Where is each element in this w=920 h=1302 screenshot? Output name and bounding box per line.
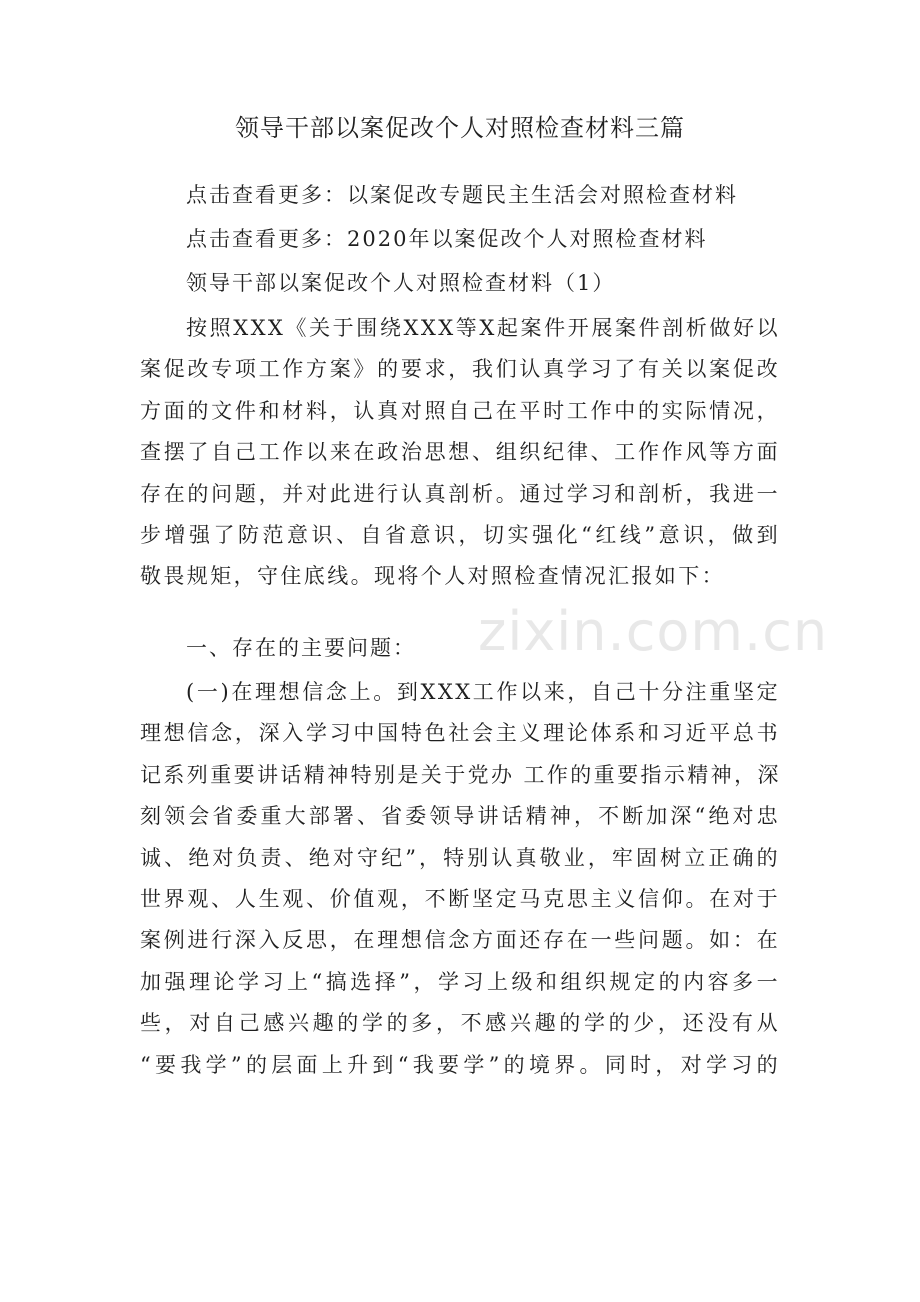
more-link-1-text[interactable]: 点击查看更多：以案促改专题民主生活会对照检查材料 bbox=[186, 183, 738, 207]
paragraph-1-line: 方面的文件和材料，认真对照自己在平时工作中的实际情况， bbox=[140, 398, 780, 423]
paragraph-2-line: 刻领会省委重大部署、省委领导讲话精神，不断加深“绝对忠 bbox=[140, 804, 780, 829]
paragraph-1-line: 存在的问题，并对此进行认真剖析。通过学习和剖析，我进一 bbox=[140, 481, 780, 506]
paragraph-2-line: 世界观、人生观、价值观，不断坚定马克思主义信仰。在对于 bbox=[140, 887, 780, 912]
paragraph-1 bbox=[140, 308, 780, 598]
watermark: zixin.com.cn bbox=[478, 600, 829, 663]
heading-main-problems: 一、存在的主要问题： bbox=[186, 636, 416, 660]
paragraph-2-line: 诚、绝对负责、绝对守纪”，特别认真敬业，牢固树立正确的 bbox=[140, 845, 780, 870]
more-link-2-text[interactable]: 点击查看更多：2020年以案促改个人对照检查材料 bbox=[186, 227, 708, 251]
paragraph-1-line: 按照XXX《关于围绕XXX等X起案件开展案件剖析做好以 bbox=[186, 316, 780, 340]
more-link-1[interactable] bbox=[186, 175, 738, 215]
paragraph-2-line: 案例进行深入反思，在理想信念方面还存在一些问题。如：在 bbox=[140, 928, 780, 953]
paragraph-1-line: 查摆了自己工作以来在政治思想、组织纪律、工作作风等方面 bbox=[140, 440, 780, 465]
more-link-2[interactable] bbox=[186, 219, 707, 259]
paragraph-2 bbox=[140, 672, 780, 1086]
paragraph-2-line: 些，对自己感兴趣的学的多，不感兴趣的学的少，还没有从 bbox=[140, 1011, 780, 1036]
paragraph-1-line: 敬畏规矩，守住底线。现将个人对照检查情况汇报如下： bbox=[140, 564, 725, 589]
paragraph-2-line: (一)在理想信念上。到XXX工作以来，自己十分注重坚定 bbox=[186, 680, 780, 704]
paragraph-1-line: 步增强了防范意识、自省意识，切实强化“红线”意识，做到 bbox=[140, 523, 780, 548]
paragraph-2-line: 记系列重要讲话精神特别是关于党办 工作的重要指示精神，深 bbox=[140, 762, 781, 787]
document-title: 领导干部以案促改个人对照检查材料三篇 bbox=[235, 114, 685, 142]
paragraph-2-line: 加强理论学习上“搞选择”，学习上级和组织规定的内容多一 bbox=[140, 969, 780, 994]
section-title: 领导干部以案促改个人对照检查材料（1） bbox=[186, 271, 616, 295]
paragraph-1-line: 案促改专项工作方案》的要求，我们认真学习了有关以案促改 bbox=[140, 357, 780, 382]
paragraph-2-line: “要我学”的层面上升到“我要学”的境界。同时，对学习的 bbox=[140, 1052, 780, 1077]
paragraph-2-line: 理想信念，深入学习中国特色社会主义理论体系和习近平总书 bbox=[140, 721, 780, 746]
